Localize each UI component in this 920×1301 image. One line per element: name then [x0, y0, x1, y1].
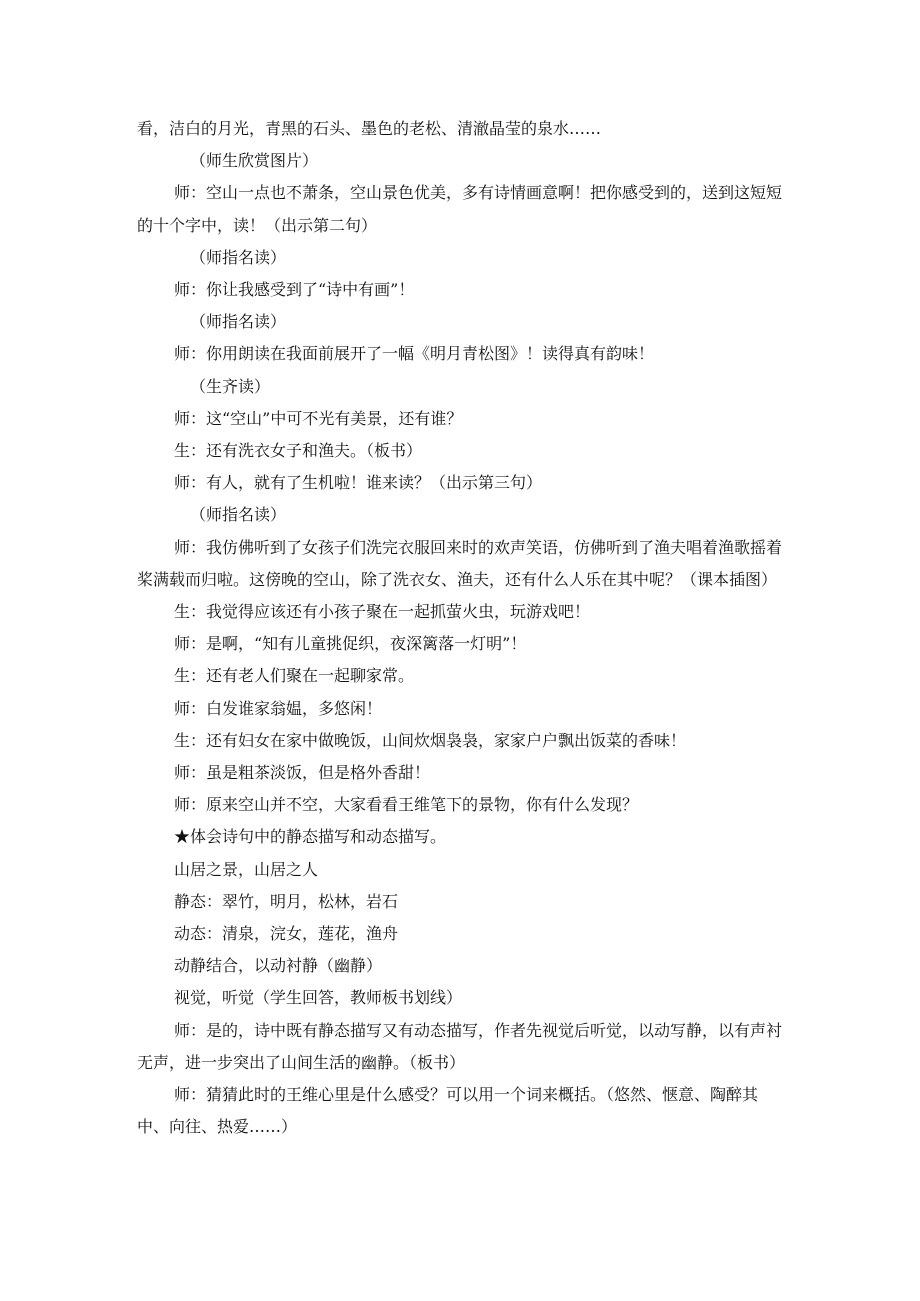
paragraph: （师指名读） [190, 505, 287, 525]
paragraph: 师：白发谁家翁媪，多悠闲！ [174, 698, 383, 718]
paragraph: 师：虽是粗茶淡饭，但是格外香甜！ [174, 763, 431, 783]
paragraph: （师生欣赏图片） [190, 151, 319, 171]
paragraph: 生：还有老人们聚在一起聊家常。 [174, 666, 415, 686]
paragraph: （师指名读） [190, 247, 287, 267]
paragraph: 生：还有妇女在家中做晚饭，山间炊烟袅袅，家家户户飘出饭菜的香味！ [174, 730, 687, 750]
paragraph: 山居之景，山居之人 [174, 859, 319, 879]
paragraph: 师：是的，诗中既有静态描写又有动态描写，作者先视觉后听觉，以动写静，以有声衬无声，进一步突出了山间生活的幽静。（板书） [137, 1020, 783, 1072]
paragraph: 看，洁白的月光，青黑的石头、墨色的老松、清澈晶莹的泉水…… [137, 119, 602, 138]
document-body [137, 113, 787, 1144]
paragraph: 师：有人，就有了生机啦！谁来读？（出示第三句） [174, 473, 543, 493]
paragraph: 师：这“空山”中可不光有美景，还有谁？ [174, 408, 463, 428]
paragraph: 静态：翠竹，明月，松林，岩石 [174, 891, 399, 911]
paragraph: 视觉，听觉（学生回答，教师板书划线） [174, 988, 463, 1008]
paragraph: 动态：清泉，浣女，莲花，渔舟 [174, 924, 399, 944]
paragraph: 师：你让我感受到了“诗中有画”！ [174, 280, 415, 300]
paragraph: 动静结合，以动衬静（幽静） [174, 956, 383, 976]
paragraph-heading: ★体会诗句中的静态描写和动态描写。 [174, 827, 447, 847]
paragraph: 师：我仿佛听到了女孩子们洗完衣服回来时的欢声笑语，仿佛听到了渔夫唱着渔歌摇着桨满载而归啦。这傍晚的空山，除了洗衣女、渔夫，还有什么人乐在其中呢？（课本插图） [137, 537, 783, 589]
paragraph: （生齐读） [190, 376, 271, 396]
paragraph: 师：是啊，“知有儿童挑促织，夜深篱落一灯明”！ [174, 634, 527, 654]
paragraph: （师指名读） [190, 312, 287, 332]
paragraph: 师：猜猜此时的王维心里是什么感受？可以用一个词来概括。（悠然、惬意、陶醉其中、向往、热爱……） [137, 1085, 759, 1137]
paragraph: 师：原来空山并不空，大家看看王维笔下的景物，你有什么发现？ [174, 795, 639, 815]
paragraph: 师：你用朗读在我面前展开了一幅《明月青松图》！读得真有韵味！ [174, 344, 655, 364]
paragraph: 生：我觉得应该还有小孩子聚在一起抓萤火虫，玩游戏吧！ [174, 602, 591, 622]
paragraph: 师：空山一点也不萧条，空山景色优美，多有诗情画意啊！把你感受到的，送到这短短的十个字中，读！（出示第二句） [137, 183, 783, 235]
paragraph: 生：还有洗衣女子和渔夫。（板书） [174, 441, 423, 461]
